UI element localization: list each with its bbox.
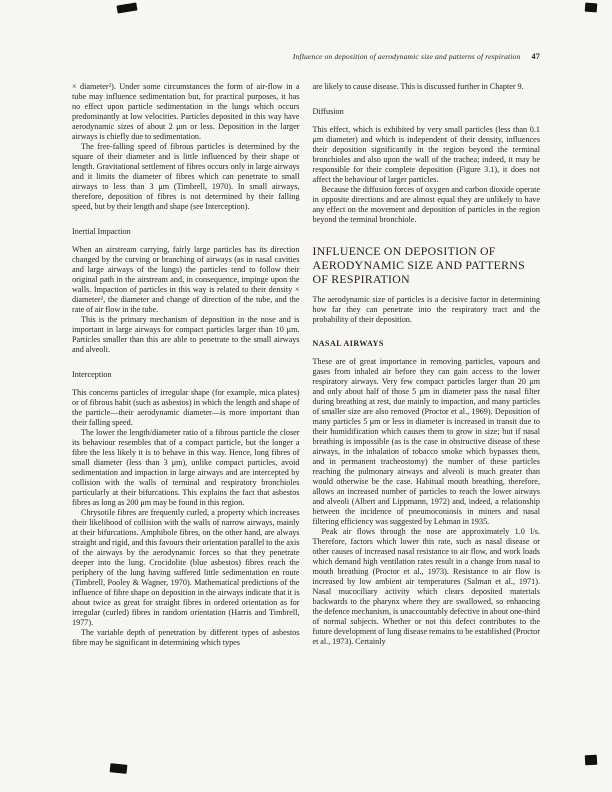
body-paragraph: Chrysotile fibres are frequently curled, a property which increases their likelihood of collision with the walls of narrow airways, mainly at their bifurcations. Amphibole fibres, on the other hand, are always straight and rigid, and this favours their orientation parallel to the axis of the airways by the aerodynamic forces so that they penetrate deeper into the lung. Crocidolite (blue asbestos) fibres reach the periphery of the lung having suffered little sedimentation en route (Timbrell, Pooley & Wagner, 1970). Mathematical predictions of the influence of fibre shape on deposition in the airways indicate that it is about twice as great for straight fibres in ordered orientation as for irregular (curled) fibres in random orientation (Harris and Timbrell, 1977). [72, 508, 300, 627]
scan-artifact-mark [110, 763, 128, 774]
body-paragraph: × diameter²). Under some circumstances the form of air-flow in a tube may influence sedimentation but, for practical purposes, it has no effect upon particle sedimentation in the lungs which occurs predominantly at low velocities. Particles deposited in this way have aerodynamic sizes of about 2 μm or less. Deposition in the larger airways is chiefly due to sedimentation. [72, 82, 300, 141]
body-paragraph: The lower the length/diameter ratio of a fibrous particle the closer its behaviour resembles that of a compact particle, but the longer a fibre the less likely it is to behave in this way. Hence, long fibres of small diameter (less than 3 μm), unlike compact particles, avoid sedimentation and impaction in large airways and are intercepted by collision with the walls of terminal and respiratory bronchioles particularly at their bifurcations. This explains the fact that asbestos fibres as long as 200 μm may be found in this region. [72, 428, 300, 507]
body-paragraph: This effect, which is exhibited by very small particles (less than 0.1 μm diameter) and which is independent of their density, influences their deposition significantly in the region beyond the terminal bronchioles and also upon the wall of the trachea; indeed, it may be responsible for their complete deposition (Figure 3.1), it does not affect the behaviour of larger particles. [312, 125, 540, 184]
body-paragraph: When an airstream carrying, fairly large particles has its direction changed by the curving or branching of airways (as in nasal cavities and large airways of the lungs) the particles tend to follow their original path in the airstream and, in consequence, impinge upon the walls. Impaction of particles in this way is related to their density × diameter², the diameter and change of direction of the tube, and the rate of air flow in the tube. [72, 245, 300, 314]
right-column [313, 82, 541, 648]
body-paragraph: These are of great importance in removing particles, vapours and gases from inhaled air before they can gain access to the lower respiratory airways. Very few compact particles larger than 20 μm and only about half of those 5 μm in diameter pass the nasal filter during breathing at rest, due mainly to impaction, and many particles of smaller size are also removed (Proctor et al., 1969). Deposition of many particles 5 μm or less in diameter is increased in transit due to their humidification which causes them to grow in size; but if nasal breathing is impossible (as is the case in obstructive disease of these airways, in the inhalation of tobacco smoke which bypasses them, and in permanent tracheostomy) the number of these particles reaching the pulmonary airways and alveoli is much greater than would otherwise be the case. Habitual mouth breathing, therefore, allows an increased number of particles to reach the lower airways and alveoli (Albert and Lippmann, 1972) and, indeed, a relationship between the incidence of pneumoconiosis in miners and nasal filtering efficiency was suggested by Lehman in 1935. [312, 357, 540, 526]
section-heading: Interception [72, 370, 112, 379]
sub-heading: NASAL AIRWAYS [312, 339, 384, 348]
chapter-heading: INFLUENCE ON DEPOSITION OF AERODYNAMIC SIZE AND PATTERNS OF RESPIRATION [312, 244, 525, 286]
body-paragraph: Peak air flows through the nose are approximately 1.0 l/s. Therefore, factors which lower this rate, such as nasal disease or other causes of increased nasal resistance to air flow, and work loads which demand high ventilation rates result in a change from nasal to mouth breathing (Proctor et al., 1973). Resistance to air flow is increased by low ambient air temperatures (Salman et al., 1971). Nasal mucociliary activity which clears deposited materials backwards to the pharynx where they are swallowed, so enhancing the defence mechanism, is unaccountably defective in about one-third of normal subjects. Whether or not this defect contributes to the future development of lung disease remains to be established (Proctor et al., 1973). Certainly [312, 527, 540, 646]
body-paragraph: This is the primary mechanism of deposition in the nose and is important in large airways for compact particles larger than 10 μm. Particles smaller than this are able to penetrate to the small airways and alveoli. [72, 315, 300, 354]
scan-artifact-mark [585, 3, 598, 13]
running-header-title: Influence on deposition of aerodynamic size and patterns of respiration [292, 52, 521, 61]
scan-artifact-mark [585, 755, 598, 766]
body-paragraph: The aerodynamic size of particles is a decisive factor in determining how far they can penetrate into the respiratory tract and the probability of their deposition. [312, 295, 540, 324]
section-heading: Inertial Impaction [72, 227, 131, 236]
running-header [72, 52, 540, 61]
body-paragraph: The variable depth of penetration by different types of asbestos fibre may be significant in determining which types [72, 628, 300, 647]
page-number: 47 [531, 52, 540, 61]
body-paragraph: are likely to cause disease. This is discussed further in Chapter 9. [312, 82, 524, 91]
section-heading: Diffusion [312, 107, 344, 116]
left-column [72, 82, 300, 648]
body-paragraph: The free-falling speed of fibrous particles is determined by the square of their diameter and is little influenced by their shape or length. Gravitational settlement of fibres occurs only in large airways and it limits the diameter of fibres which can penetrate to small airways to less than 3 μm (Timbrell, 1970). In small airways, therefore, deposition of fibres is not determined by their falling speed, but by their length and shape (see Interception). [72, 142, 300, 211]
text-columns [72, 82, 540, 648]
body-paragraph: Because the diffusion forces of oxygen and carbon dioxide operate in opposite directions and are almost equal they are unlikely to have any effect on the movement and deposition of particles in the region beyond the terminal bronchiole. [312, 185, 540, 224]
body-paragraph: This concerns particles of irregular shape (for example, mica plates) or of fibrous habit (such as asbestos) in which the length and shape of the particle—their aerodynamic diameter—is more important than their falling speed. [72, 388, 300, 427]
scan-artifact-mark [116, 2, 137, 13]
